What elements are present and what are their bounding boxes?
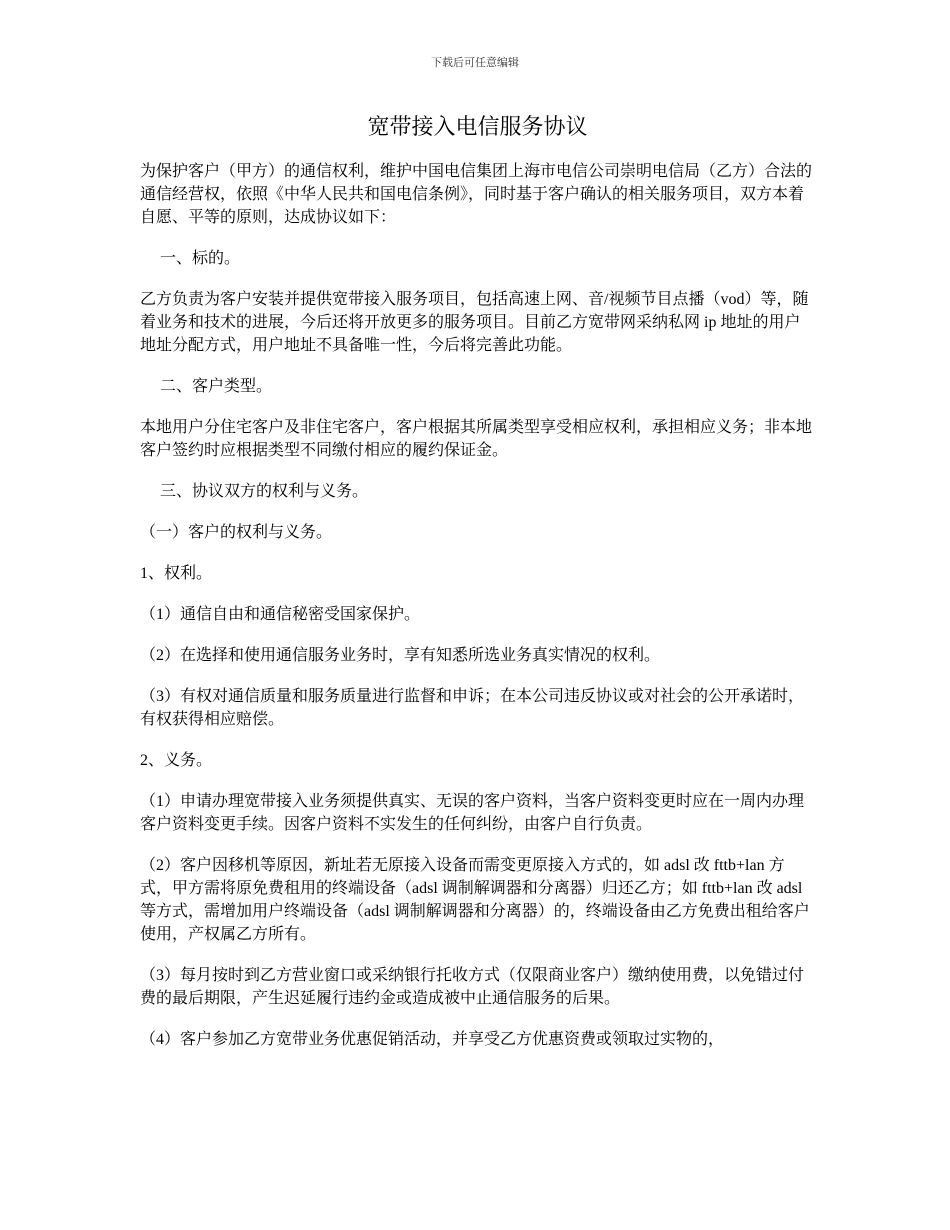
list-item: （2）在选择和使用通信服务业务时，享有知悉所选业务真实情况的权利。	[140, 647, 661, 664]
list-item: （4）客户参加乙方宽带业务优惠促销活动，并享受乙方优惠资费或领取过实物的，	[140, 1031, 725, 1048]
paragraph: 本地用户分住宅客户及非住宅客户，客户根据其所属类型享受相应权利，承担相应义务；非本地客户签约时应根据类型不同缴付相应的履约保证金。	[140, 419, 813, 459]
intro-paragraph: 为保护客户（甲方）的通信权利，维护中国电信集团上海市电信公司崇明电信局（乙方）合法的通信经营权，依照《中华人民共和国电信条例》，同时基于客户确认的相关服务项目，双方本着自愿、平等的原则，达成协议如下：	[140, 163, 813, 226]
list-item: （2）客户因移机等原因，新址若无原接入设备而需变更原接入方式的，如 adsl 改 fttb+lan 方式，甲方需将原免费租用的终端设备（adsl 调制解调器和分离器）归还乙方；如 fttb+lan 改 adsl 等方式，需增加用户终端设备（adsl 调制解调器和分离器）的，终端设备由乙方免费出租给客户使用，产权属乙方所有。	[140, 857, 810, 943]
document-body	[140, 112, 815, 1069]
list-heading: 2、义务。	[140, 752, 213, 769]
paragraph: 乙方负责为客户安装并提供宽带接入服务项目，包括高速上网、音/视频节目点播（vod）等，随着业务和技术的进展，今后还将开放更多的服务项目。目前乙方宽带网采纳私网 ip 地址的用户地址分配方式，用户地址不具备唯一性，今后将完善此功能。	[140, 291, 809, 354]
page-header: 下载后可任意编辑	[431, 57, 519, 69]
list-item: （3）有权对通信质量和服务质量进行监督和申诉；在本公司违反协议或对社会的公开承诺时，有权获得相应赔偿。	[140, 688, 805, 728]
section-heading: 二、客户类型。	[160, 378, 273, 395]
list-item: （3）每月按时到乙方营业窗口或采纳银行托收方式（仅限商业客户）缴纳使用费，以免错过付费的最后期限，产生迟延履行违约金或造成被中止通信服务的后果。	[140, 967, 805, 1007]
section-heading: 一、标的。	[160, 250, 241, 267]
document-title: 宽带接入电信服务协议	[367, 114, 588, 139]
list-item: （1）申请办理宽带接入业务须提供真实、无误的客户资料，当客户资料变更时应在一周内办理客户资料变更手续。因客户资料不实发生的任何纠纷，由客户自行负责。	[140, 793, 805, 833]
section-heading: 三、协议双方的权利与义务。	[160, 483, 369, 500]
list-heading: 1、权利。	[140, 565, 213, 582]
list-item: （1）通信自由和通信秘密受国家保护。	[140, 606, 421, 623]
subsection-heading: （一）客户的权利与义务。	[140, 524, 333, 541]
